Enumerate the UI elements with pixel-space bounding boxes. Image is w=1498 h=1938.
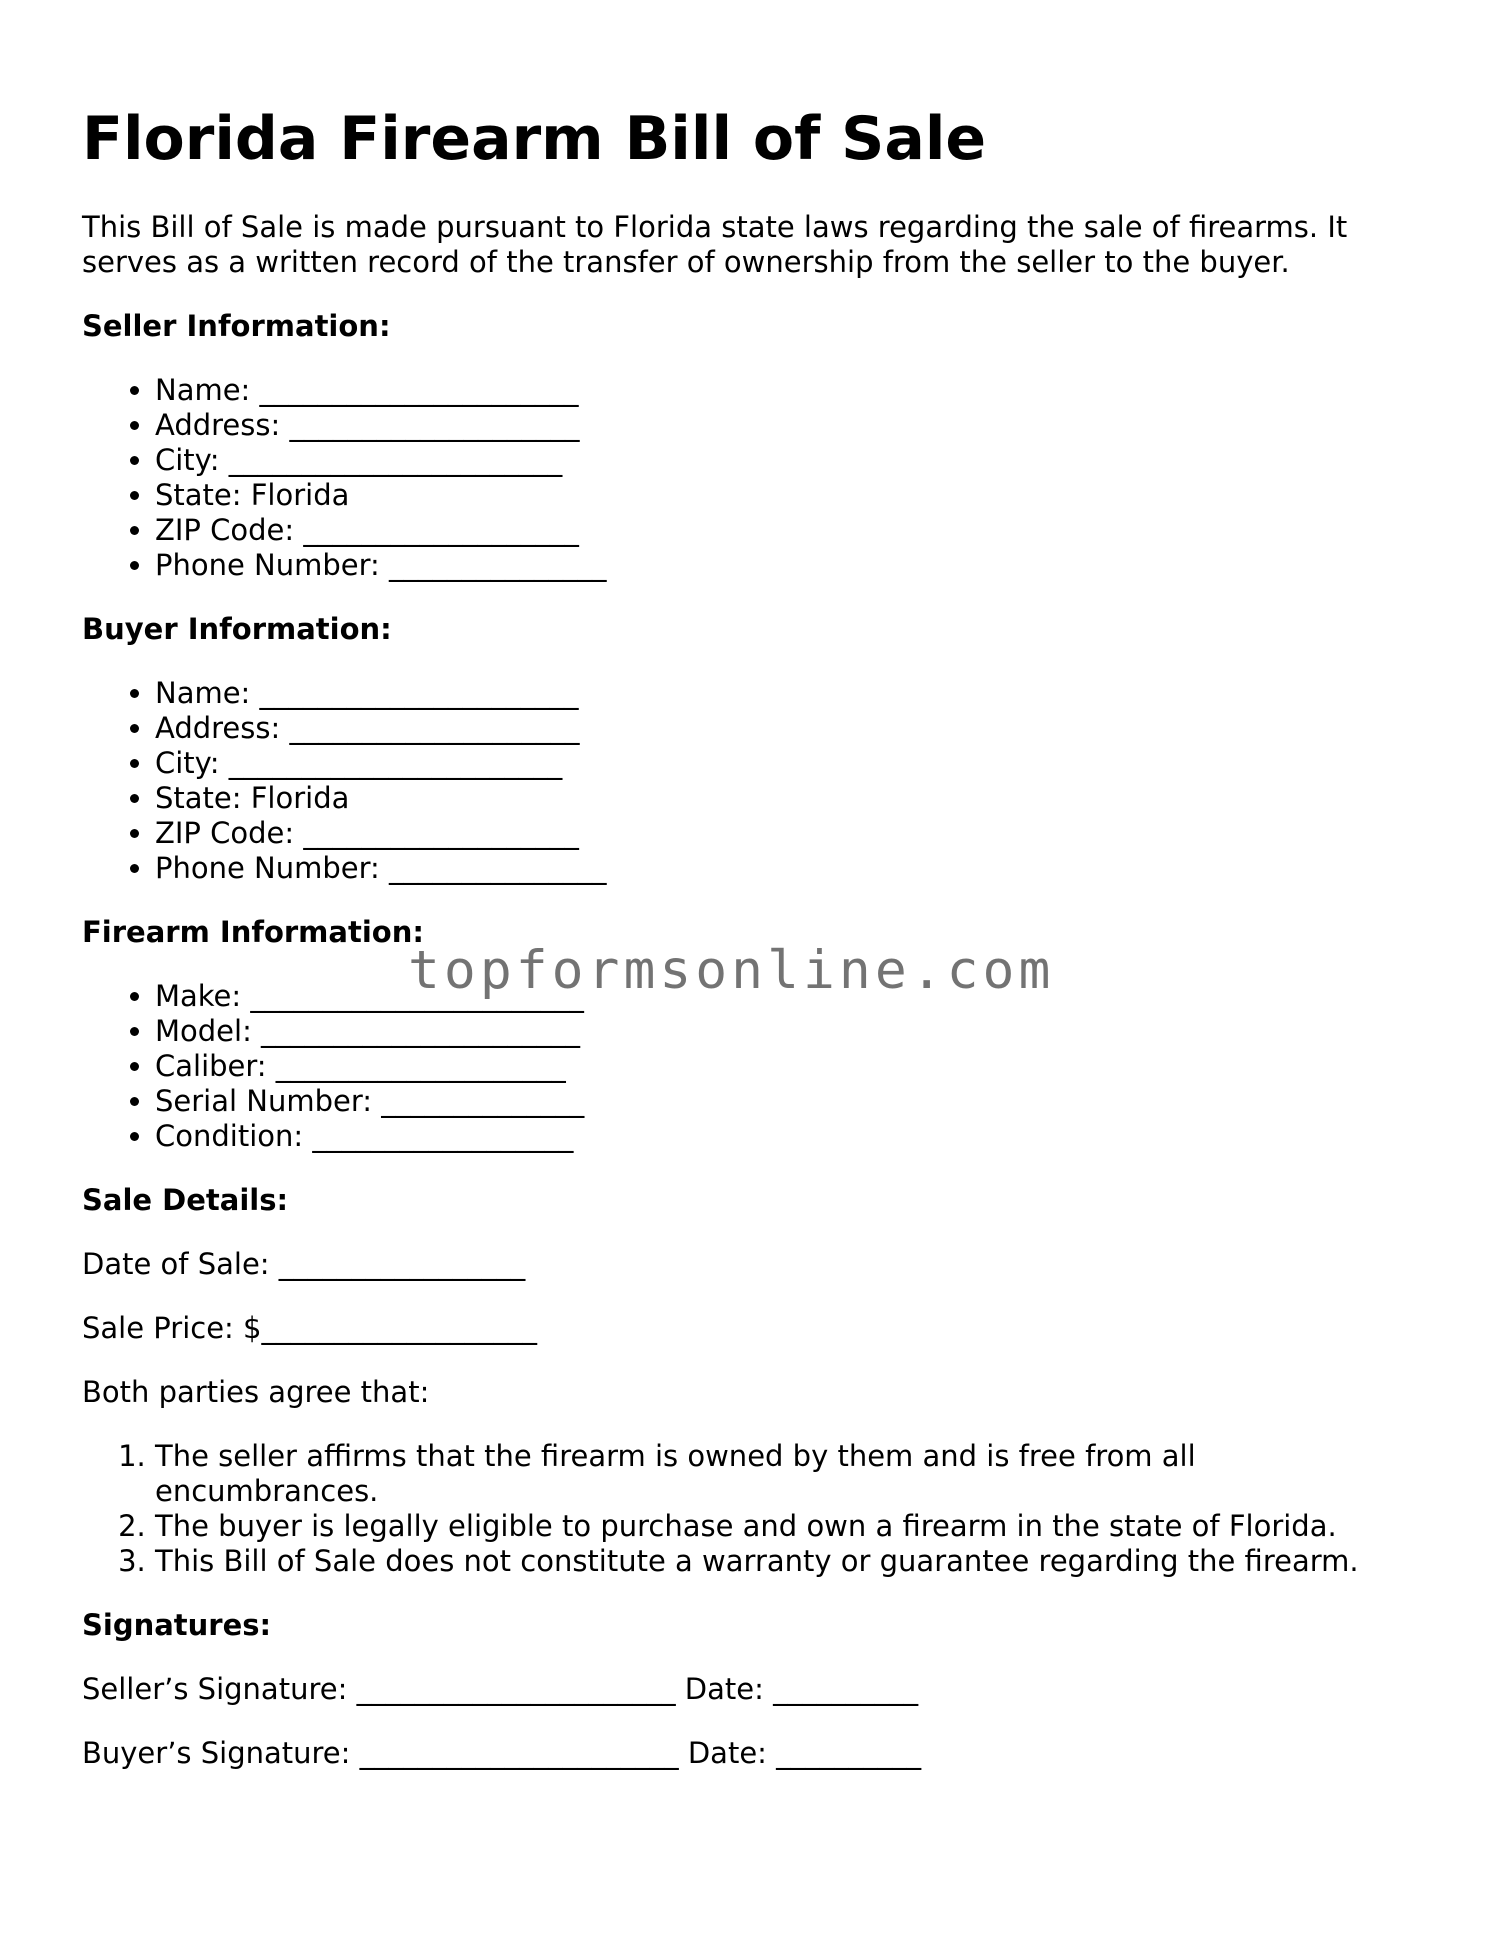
document-title: Florida Firearm Bill of Sale (82, 104, 987, 174)
firearm-list (82, 979, 1422, 1154)
buyer-zip-field: • ZIP Code: ___________________ (155, 816, 1422, 851)
watermark-text: topformsonline.com (408, 940, 1055, 1001)
document-body (82, 210, 1422, 1800)
firearm-model-field: • Model: ______________________ (155, 1014, 1422, 1049)
sale-heading: Sale Details: (82, 1183, 289, 1217)
buyer-phone-field: • Phone Number: _______________ (155, 851, 1422, 886)
firearm-condition-field: • Condition: __________________ (155, 1119, 1422, 1154)
agreement-intro: Both parties agree that: (82, 1375, 430, 1409)
seller-city-field: • City: _______________________ (155, 443, 1422, 478)
firearm-caliber-field: • Caliber: ____________________ (155, 1049, 1422, 1084)
buyer-address-field: • Address: ____________________ (155, 711, 1422, 746)
buyer-city-field: • City: _______________________ (155, 746, 1422, 781)
seller-zip-field: • ZIP Code: ___________________ (155, 513, 1422, 548)
sale-price-field: Sale Price: $___________________ (82, 1311, 537, 1345)
signatures-heading: Signatures: (82, 1608, 272, 1642)
buyer-state-field: • State: Florida (155, 781, 1422, 816)
agreement-terms-list (82, 1439, 1422, 1579)
seller-signature-line: Seller’s Signature: ______________________ Date: __________ (82, 1672, 919, 1706)
firearm-make-field: • Make: _______________________ (155, 979, 1422, 1014)
firearm-serial-field: • Serial Number: ______________ (155, 1084, 1422, 1119)
seller-name-field: • Name: ______________________ (155, 373, 1422, 408)
intro-paragraph: This Bill of Sale is made pursuant to Florida state laws regarding the sale of firearms. It serves as a written record of the transfer of ownership from the seller to the buyer. (82, 210, 1348, 279)
seller-list (82, 373, 1422, 583)
seller-heading: Seller Information: (82, 309, 391, 343)
buyer-list (82, 676, 1422, 886)
firearm-heading: Firearm Information: (82, 915, 424, 949)
agreement-term: 2. The buyer is legally eligible to purchase and own a firearm in the state of Florida. (155, 1509, 1422, 1544)
buyer-heading: Buyer Information: (82, 612, 392, 646)
sale-date-field: Date of Sale: _________________ (82, 1247, 526, 1281)
seller-address-field: • Address: ____________________ (155, 408, 1422, 443)
seller-phone-field: • Phone Number: _______________ (155, 548, 1422, 583)
buyer-name-field: • Name: ______________________ (155, 676, 1422, 711)
agreement-term: 1. The seller affirms that the firearm is owned by them and is free from all encumbrances. (155, 1439, 1422, 1509)
buyer-signature-line: Buyer’s Signature: ______________________ Date: __________ (82, 1736, 922, 1770)
seller-state-field: • State: Florida (155, 478, 1422, 513)
agreement-term: 3. This Bill of Sale does not constitute a warranty or guarantee regarding the firearm. (155, 1544, 1422, 1579)
